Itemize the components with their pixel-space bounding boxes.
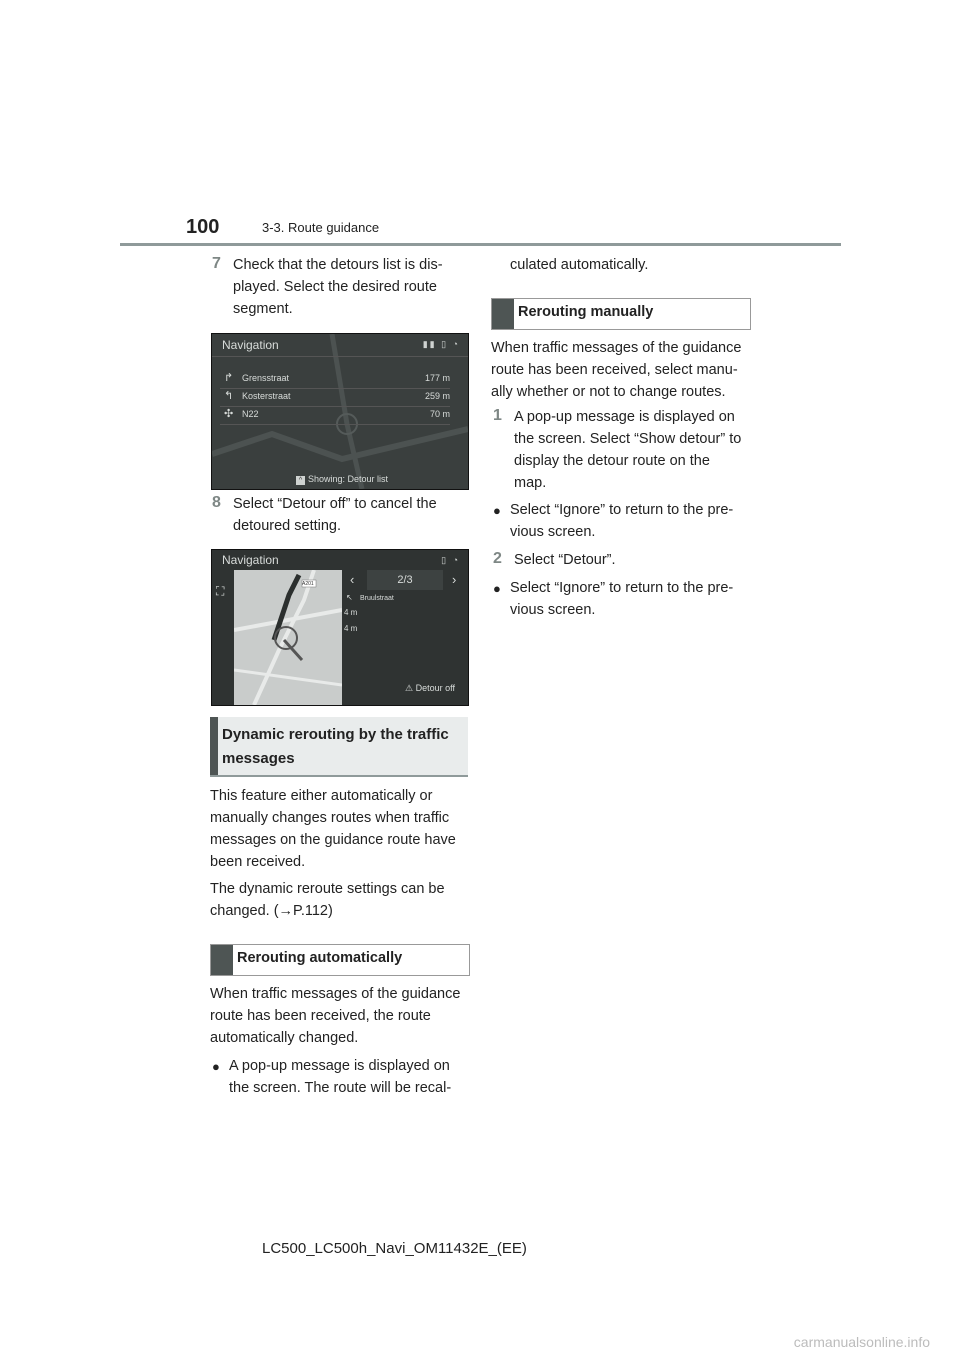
- distance-2: 4 m: [344, 624, 358, 633]
- bullet-icon: ●: [493, 503, 501, 518]
- turn-left-icon: ↰: [224, 390, 234, 402]
- rerouting-manually-heading: Rerouting manually: [491, 298, 751, 330]
- auto-bullet-text: A pop-up message is displayed on the screen. The route will be recal-: [229, 1058, 452, 1096]
- bullet-icon: ●: [493, 581, 501, 596]
- next-arrow-icon[interactable]: ›: [452, 572, 457, 587]
- detour-list-screen: [211, 333, 469, 490]
- detour-icon: ⚠: [405, 683, 414, 693]
- detour-row[interactable]: ↱ Grensstraat 177 m: [220, 370, 450, 389]
- distance-1: 4 m: [344, 608, 358, 617]
- status-icons: ▮▮ ▯ ◔: [422, 339, 460, 349]
- rerouting-manually-paragraph: When traffic messages of the guidance route has been received, select manu- ally whether or not to change routes.: [491, 340, 742, 400]
- bullet-1-text: Select “Ignore” to return to the pre- vious screen.: [510, 502, 734, 540]
- turn-icon: ↖: [346, 593, 353, 602]
- bullet-icon: ●: [212, 1059, 220, 1074]
- list-icon: ^: [296, 476, 305, 485]
- bullet-2-text: Select “Ignore” to return to the pre- vious screen.: [510, 580, 734, 618]
- step-2-text: Select “Detour”.: [514, 552, 616, 568]
- prev-arrow-icon[interactable]: ‹: [350, 572, 355, 587]
- detour-row[interactable]: ✣ N22 70 m: [220, 406, 450, 425]
- step-7-number: 7: [212, 255, 221, 272]
- detour-row[interactable]: ↰ Kosterstraat 259 m: [220, 388, 450, 407]
- page-indicator: 2/3: [367, 570, 443, 590]
- manual-code: LC500_LC500h_Navi_OM11432E_(EE): [262, 1240, 527, 1257]
- page-number: 100: [186, 216, 220, 238]
- street-name: Bruulstraat: [360, 595, 394, 602]
- detour-off-screen: [211, 549, 469, 706]
- screen-title: Navigation: [222, 553, 279, 567]
- rerouting-automatically-heading: Rerouting automatically: [210, 944, 470, 976]
- road-label: A201: [302, 581, 314, 587]
- watermark[interactable]: carmanualsonline.info: [793, 1334, 930, 1350]
- step-8-text: Select “Detour off” to cancel the detoured setting.: [233, 496, 437, 534]
- step-1-text: A pop-up message is displayed on the screen. Select “Show detour” to display the detour route on the map.: [514, 409, 742, 491]
- roundabout-icon: ✣: [224, 408, 234, 420]
- route-icon: ↱: [224, 372, 234, 384]
- detour-off-button[interactable]: ⚠ Detour off: [405, 683, 455, 693]
- status-icons: ▯ ◔: [441, 555, 460, 565]
- screen-title: Navigation: [222, 338, 279, 352]
- fullscreen-icon[interactable]: ⛶: [216, 584, 225, 598]
- dynamic-rerouting-paragraph: This feature either automatically or manually changes routes when traffic messages on the guidance route have been received.: [210, 788, 456, 870]
- section-title: 3-3. Route guidance: [262, 220, 380, 235]
- step-7-text: Check that the detours list is dis- played. Select the desired route segment.: [233, 257, 443, 317]
- header-rule: [120, 243, 841, 246]
- step-8-number: 8: [212, 494, 221, 511]
- showing-detour-list-button[interactable]: ^ Showing: Detour list: [296, 474, 388, 485]
- reroute-settings-paragraph: The dynamic reroute settings can be changed. (→P.112): [210, 881, 445, 919]
- dynamic-rerouting-heading: Dynamic rerouting by the traffic messages: [210, 717, 468, 777]
- map-view: [234, 570, 342, 705]
- step-1-number: 1: [493, 407, 502, 424]
- rerouting-automatically-paragraph: When traffic messages of the guidance route has been received, the route automatically changed.: [210, 986, 461, 1046]
- step-2-number: 2: [493, 550, 502, 567]
- continued-text: culated automatically.: [510, 257, 649, 273]
